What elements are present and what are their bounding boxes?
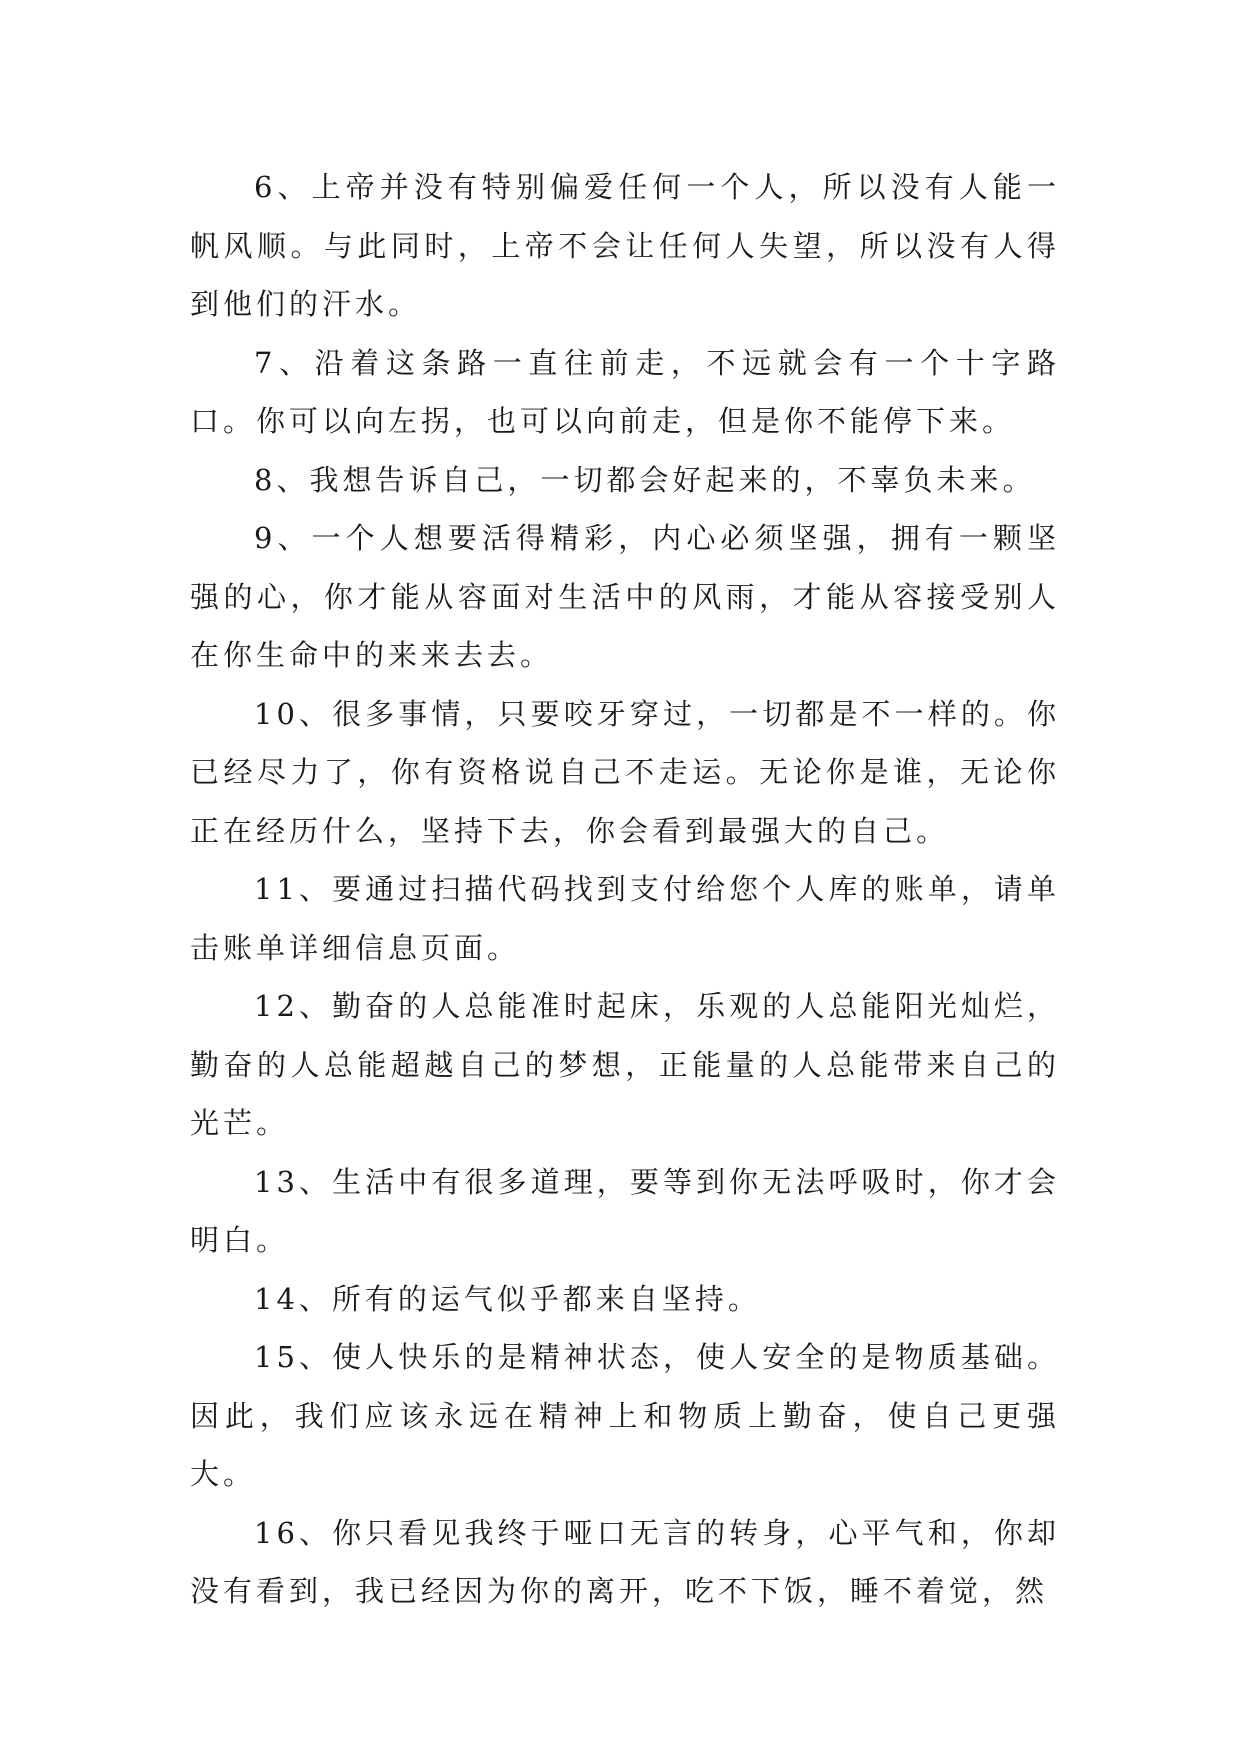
paragraph-10: 10、很多事情，只要咬牙穿过，一切都是不一样的。你已经尽力了，你有资格说自己不走运。无论你是谁，无论你正在经历什么，坚持下去，你会看到最强大的自己。	[190, 696, 1060, 848]
paragraph-9: 9、一个人想要活得精彩，内心必须坚强，拥有一颗坚强的心，你才能从容面对生活中的风雨，才能从容接受别人在你生命中的来来去去。	[190, 521, 1060, 672]
document-body	[190, 158, 1060, 1621]
paragraph-8: 8、我想告诉自己，一切都会好起来的，不辜负未来。	[254, 462, 1036, 497]
paragraph-15: 15、使人快乐的是精神状态，使人安全的是物质基础。因此，我们应该永远在精神上和物质上勤奋，使自己更强大。	[190, 1340, 1060, 1491]
paragraph-14: 14、所有的运气似乎都来自坚持。	[254, 1281, 761, 1316]
paragraph-11: 11、要通过扫描代码找到支付给您个人库的账单，请单击账单详细信息页面。	[190, 872, 1060, 965]
paragraph-7: 7、沿着这条路一直往前走，不远就会有一个十字路口。你可以向左拐，也可以向前走，但是你不能停下来。	[190, 345, 1060, 438]
paragraph-12: 12、勤奋的人总能准时起床，乐观的人总能阳光灿烂，勤奋的人总能超越自己的梦想，正能量的人总能带来自己的光芒。	[190, 989, 1060, 1140]
paragraph-13: 13、生活中有很多道理，要等到你无法呼吸时，你才会明白。	[190, 1164, 1060, 1257]
paragraph-16: 16、你只看见我终于哑口无言的转身，心平气和，你却没有看到，我已经因为你的离开，吃不下饭，睡不着觉，然	[190, 1515, 1060, 1608]
paragraph-6: 6、上帝并没有特别偏爱任何一个人，所以没有人能一帆风顺。与此同时，上帝不会让任何人失望，所以没有人得到他们的汗水。	[190, 170, 1060, 321]
